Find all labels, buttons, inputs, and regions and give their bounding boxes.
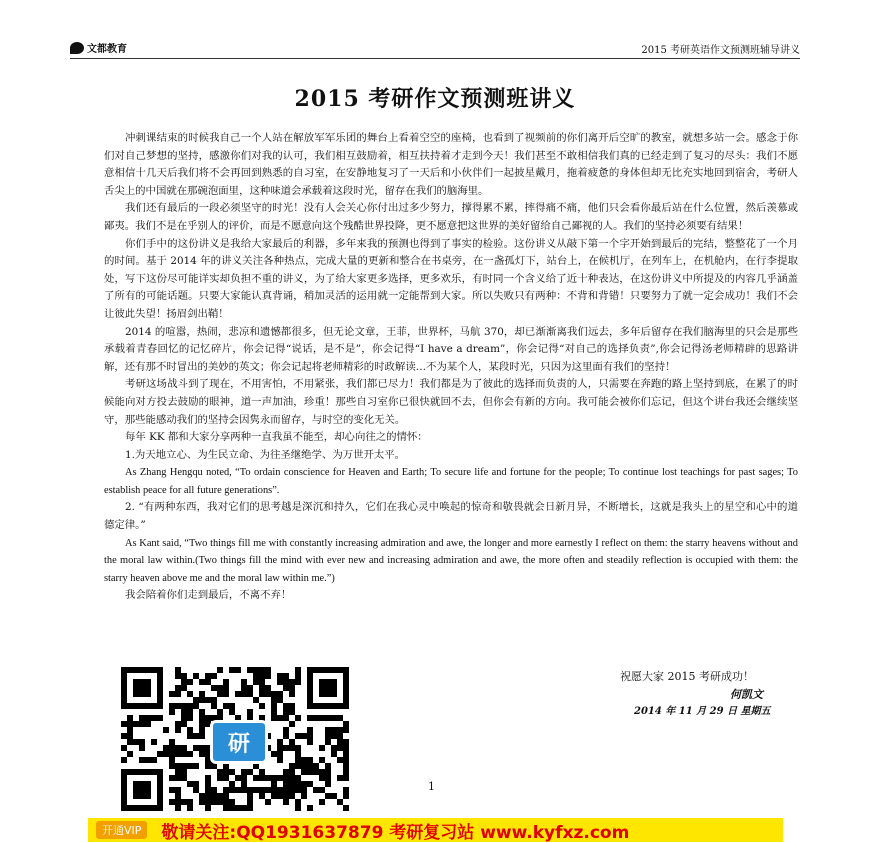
ad-banner[interactable] <box>88 818 783 842</box>
paragraph: 你们手中的这份讲义是我给大家最后的利器，多年来我的预测也得到了事实的检验。这份讲义从敲下第一个字开始到最后的完结，整整花了一个月的时间。基于 2014 年的讲义关注各种热点，完成大量的更新和整合在书桌旁，在一盏孤灯下，站台上，在候机厅，在列车上，在机舱内，在行李提取处，写下这份尽可能详实却负担不重的讲义，为了给大家更多选择，更多欢乐，有时同一个含义给了近十种表达，在这份讲义中所提及的内容几乎涵盖了所有的可能话题。只要大家能认真背诵，稍加灵活的运用就一定能帮到大家。所以失败只有两种：不背和背错！只要努力了就一定会成功！我们不会让彼此失望！扬眉剑出鞘！ <box>104 237 798 320</box>
paragraph: 我们还有最后的一段必须坚守的时光！没有人会关心你付出过多少努力，撑得累不累，摔得痛不痛，他们只会看你最后站在什么位置，然后羡慕或鄙夷。我们不是在乎别人的评价，而是不愿意向这个残酷世界投降，更不愿意把这世界的美好留给自己鄙视的人。我们的坚持必须要有结果！ <box>104 202 798 232</box>
qr-badge-icon: 研 <box>210 720 268 764</box>
closing-line: 我会陪着你们走到最后，不离不弃！ <box>125 589 292 602</box>
paragraph: 2014 的喧嚣，热闹，悲凉和遗憾都很多，但无论文章，王菲，世界杯，马航 370，却已渐渐离我们远去，多年后留存在我们脑海里的只会是那些承载着青春回忆的记忆碎片，你会记得“说话，是不是”，你会记得“I have a dream”，你会记得“对自己的选择负责”,你会记得汤老师精辟的思路讲解，还有那不时冒出的美妙的英文；你会记起将老师精彩的时政解读…不为某个人，某段时光，只因为这里面有我们的坚持！ <box>104 325 798 373</box>
signature-name: 何凯文 <box>730 688 763 701</box>
quote-english-2: As Kant said, “Two things fill me with constantly increasing admiration and awe, the longer and more earnestly I reflect on them: the starry heavens without and the moral law within.(Two things fill the mind with ever new and increasing admiration and awe, the more often and steadily reflection is occupied with them: the starry heaven above me and the moral law within me.”) <box>104 537 798 584</box>
quote-chinese-1: 1.为天地立心、为生民立命、为往圣继绝学、为万世开太平。 <box>125 448 406 461</box>
signature-date: 2014 年 11 月 29 日 星期五 <box>634 706 771 717</box>
vip-button[interactable]: 开通VIP <box>96 821 147 839</box>
quote-english-1: As Zhang Hengqu noted, “To ordain conscience for Heaven and Earth; To secure life and fortune for the people; To continue lost teachings for past sages; To establish peace for all future generations”. <box>104 467 798 496</box>
document-body <box>104 130 798 605</box>
paragraph: 冲刺课结束的时候我自己一个人站在解放军军乐团的舞台上看着空空的座椅，也看到了视频前的你们离开后空旷的教室，就想多站一会。感念于你们对自己梦想的坚持，感激你们对我的认可，我们相互鼓励着，相互扶持着才走到今天！我们甚至不敢相信我们真的已经走到了复习的尽头：我们不愿意相信十几天后我们将不会再回到熟悉的自习室，在安静地复习了一天后和小伙伴们一起披星戴月，拖着疲惫的身体但却无比充实地回到宿舍，考研人舌尖上的中国就在那碗泡面里，这种味道会承载着这段时光，留存在我们的脑海里。 <box>104 132 798 197</box>
quote-chinese-2: 2. “有两种东西，我对它们的思考越是深沉和持久，它们在我心灵中唤起的惊奇和敬畏就会日新月异，不断增长，这就是我头上的星空和心中的道德定律。” <box>104 501 798 532</box>
ad-text[interactable]: 敬请关注:QQ1931637879 考研复习站 www.kyfxz.com <box>161 822 630 843</box>
paragraph: 考研这场战斗到了现在，不用害怕，不用紧张，我们都已尽力！我们都是为了彼此的选择而负责的人，只需要在奔跑的路上坚持到底，在累了的时候能向对方投去鼓励的眼神，道一声加油，珍重！那些自习室你已很快就回不去，但你会有新的方向。我可能会被你们忘记，但这个讲台我还会继续坚守，那些能感动我们的坚持会因隽永而留存，与时空的变化无关。 <box>104 378 798 426</box>
logo-icon <box>70 42 84 54</box>
page-header <box>70 38 800 59</box>
qr-code[interactable] <box>120 666 350 812</box>
page-number: 1 <box>428 780 435 793</box>
signature-wish: 祝愿大家 2015 考研成功！ <box>620 670 754 683</box>
running-title: 2015 考研英语作文预测班辅导讲义 <box>641 45 800 56</box>
paragraph: 每年 KK 都和大家分享两种一直我虽不能至，却心向往之的情怀： <box>125 431 428 444</box>
publisher-logo <box>70 40 127 55</box>
logo-text: 文都教育 <box>87 44 127 55</box>
document-title: 2015 考研作文预测班讲义 <box>294 86 576 112</box>
